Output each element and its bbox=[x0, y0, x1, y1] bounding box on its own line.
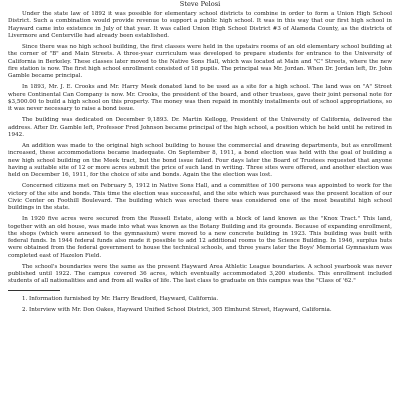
paragraph-4: The building was dedicated on December 9,1893. Dr. Martin Kellogg, President of the University of California, delivered the address. After Dr. Gamble left, Professor Fred Johnson became principal of the high school, a position which he held until he retired in 1942. bbox=[8, 117, 392, 138]
footnote-2: 2. Interview with Mr. Don Oakes, Hayward Unified School District, 305 Elmhurst Street, Hayward, California. bbox=[22, 306, 332, 313]
paragraph-5: An addition was made to the original high school building to house the commercial and drawing departments, but as enrollment increased, these accommodations became inadequate. On September 8, 1911, a bond election was held with the goal of building a new high school building on the Meek tract, but the bond issue failed. Four days later the Board of Trustees requested that anyone having a suitable site of 12 or more acres submit the price of such land in writing. Three sites were offered, and another election was held on December 16, 1911, for the choice of site and bonds. Again the the election was lost. bbox=[8, 143, 392, 178]
footnote-divider bbox=[8, 290, 60, 291]
document-page bbox=[8, 0, 392, 400]
footnote-1: 1. Information furnished by Mr. Harry Bradford, Hayward, California. bbox=[22, 295, 219, 302]
paragraph-2: Since there was no high school building, the first classes were held in the upstairs rooms of an old elementary school building at the corner of "B" and Main Streets. A three-year curriculum was developed to prepare students for entrance to the University of California in Berkeley. These classes later moved to the Native Sons Hall, which was located at Main and "C" Streets, where the new fire station is now. The first high school enrollment consisted of 18 pupils. The principal was Mr. Jordan. When Dr. Jordan left, Dr. John Gamble became principal. bbox=[8, 44, 392, 79]
author-name: Steve Pelosi bbox=[179, 0, 221, 8]
paragraph-8: The school's boundaries were the same as the present Hayward Area Athletic League boundaries. A school yearbook was never published until 1922. The campus covered 36 acres, which eventually accommodated 3,200 students. This enrollment included students of all nationalities and and from all walks of life. The last class to graduate on this campus was the "Class of '62." bbox=[8, 263, 392, 285]
paragraph-6: Concerned citizens met on February 5, 1912 in Native Sons Hall, and a committee of 100 persons was appointed to work for the victory of the site and bonds. This time the election was successful, and the site which was purchased was the present location of our Civic Center on Foothill Boulevard. The building which was erected there was considered one of the most beautiful high school buildings in the state. bbox=[8, 183, 392, 211]
paragraph-7: In 1920 five acres were secured from the Russell Estate, along with a block of land known as the "Knox Tract." This land, together with an old house, was made into what was known as the Botany Building and its grounds. Because of expanding enrollment, the shops (which were annexed to the gymnasium) were moved to a new concrete building in 1923. This building was built with federal funds. In 1944 federal funds also made it possible to add 12 additional rooms to the Science Building. In 1946, surplus huts were obtained from the federal government to house the technical schools, and three years later the Boys' Memorial Gymnasium was completed east of Hazelon Field. bbox=[8, 216, 392, 259]
paragraph-3: In 1893, Mr. J. E. Crooks and Mr. Harry Meek donated land to be used as a site for a high school. The land was on "A" Street where Continental Can Company is now. Mr. Crooks, the president of the board, and other trustees, gave their joint personal note for $3,500.00 to build a high school on this property. The money was then repaid in monthly installments out of school appropriations, so it was never necessary to raise a bond issue. bbox=[8, 84, 392, 112]
paragraph-1: Under the state law of 1892 it was possible for elementary school districts to combine in order to form a Union High School District. Such a combination would provide revenue to support a public high school. It was in this way that our first high school in Hayward came into existence in July of that year. It was called Union High School District #3 of Alameda County, as the districts of Livermore and Centerville had already been established. bbox=[8, 11, 392, 39]
